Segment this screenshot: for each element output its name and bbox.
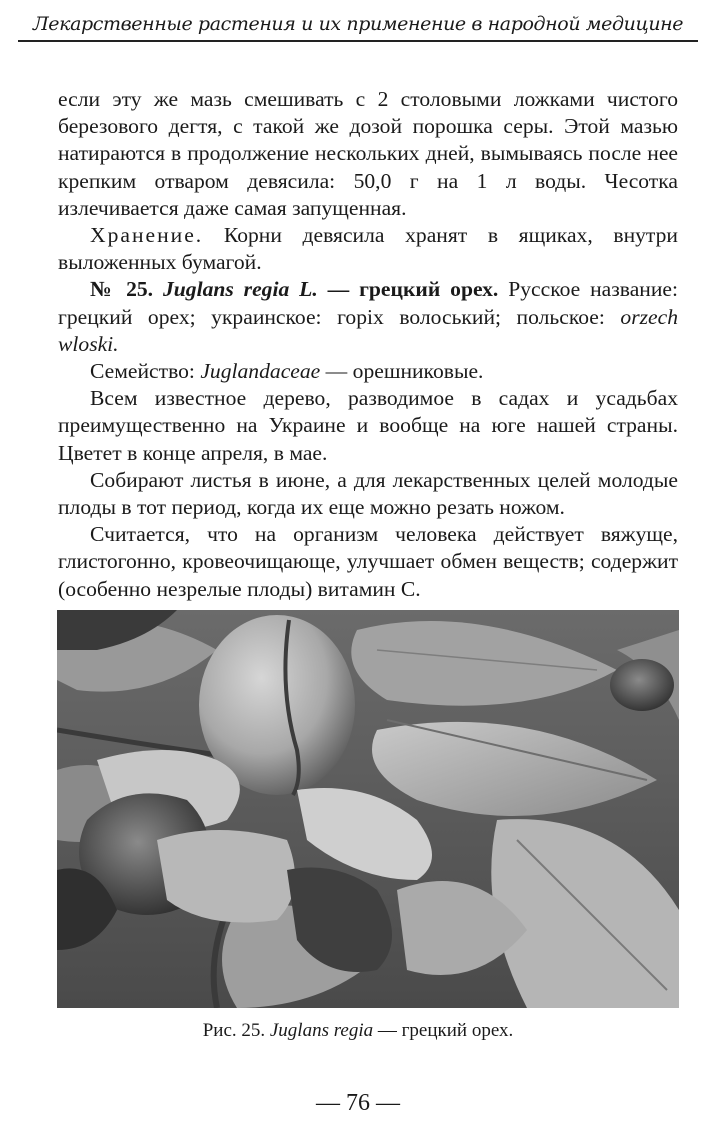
walnut-photo [57,610,679,1008]
paragraph-action: Считается, что на организм человека действует вяжуще, глистогонно, кровеочищающе, улучшает обмен веществ; содержит (особенно незрелые плоды) витамин С. [58,522,678,601]
page-number: — 76 — [316,1090,400,1116]
family-latin: Juglandaceae [200,359,321,384]
entry-names-text: Русское название: грецкий орех; украинское: горіх волоський; польское: [58,277,678,329]
entry-polish-name: orzech wloski. [58,304,678,356]
entry-number: № 25. [90,277,163,302]
running-header [18,8,698,42]
caption-latin: Juglans regia [269,1020,374,1041]
paragraph-collection: Собирают листья в июне, а для лекарственных целей молодые плоды в тот период, когда их еще можно резать ножом. [58,467,678,520]
paragraph-storage [58,222,678,276]
caption-suffix: — грецкий орех. [373,1020,514,1041]
storage-label: Хранение. [90,223,204,248]
family-text: — орешниковые. [320,359,484,384]
figure-caption [0,1018,716,1044]
caption-prefix: Рис. 25. [202,1020,270,1041]
walnut-photo-illustration [57,610,679,1008]
paragraph-description: Всем известное дерево, разводимое в садах и усадьбах преимущественно на Украине и вообще на юге нашей страны. Цветет в конце апреля, в мае. [58,386,678,465]
paragraph-family [58,358,678,385]
entry-common-name: — грецкий орех. [317,277,499,302]
page-body [58,86,678,603]
storage-text: Корни девясила хранят в ящиках, внутри выложенных бумагой. [58,223,678,275]
running-title: Лекарственные растения и их применение в народной медицине [32,13,684,35]
entry-latin-name: Juglans regia L. [162,277,318,302]
family-label: Семейство: [90,359,201,384]
paragraph-entry-25 [58,276,678,358]
paragraph-1: если эту же мазь смешивать с 2 столовыми ложками чистого березового дегтя, с такой же дозой порошка серы. Этой мазью натираются в продолжение нескольких дней, вымываясь после нее крепким отваром девясила: 50,0 г на 1 л воды. Чесотка излечивается даже самая запущенная. [58,87,678,220]
